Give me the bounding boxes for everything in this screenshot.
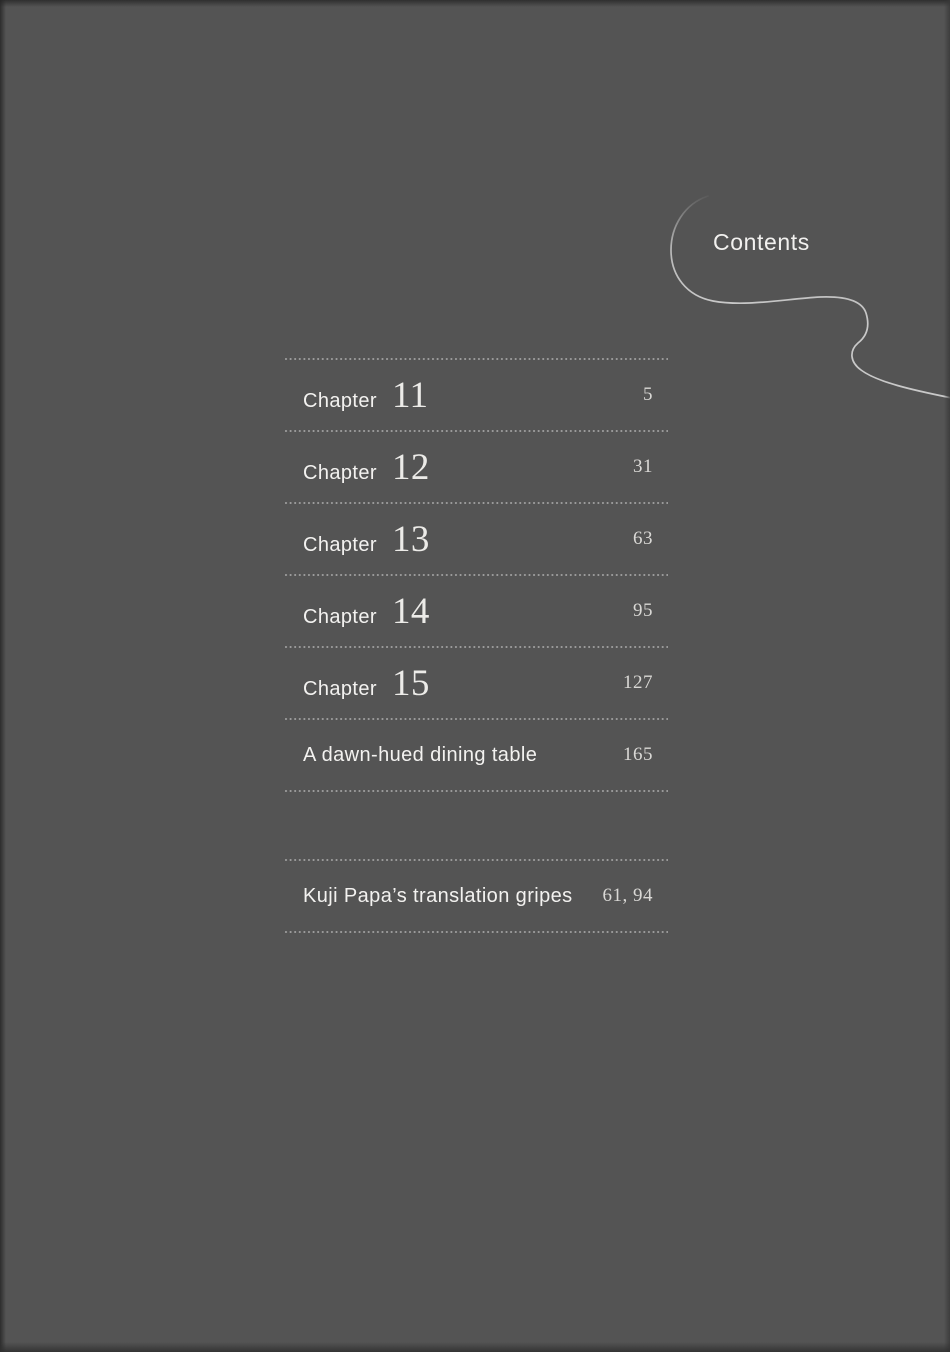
- page-number: 63: [633, 528, 653, 549]
- scan-edge-bottom: [0, 1342, 950, 1352]
- toc-row-label: [303, 662, 430, 705]
- chapter-number: 11: [391, 374, 429, 416]
- chapter-prefix: Chapter: [303, 533, 377, 556]
- toc-row-label: [303, 590, 430, 633]
- dotted-rule: [285, 931, 668, 933]
- toc-row-translation-gripes: [285, 861, 668, 931]
- chapter-number: 12: [391, 446, 430, 488]
- page-number: 127: [623, 672, 653, 693]
- page-number: 61, 94: [602, 885, 653, 906]
- page-number: 95: [633, 600, 653, 621]
- chapter-number: 15: [391, 662, 430, 704]
- chapter-prefix: Chapter: [303, 677, 377, 700]
- chapter-number: 13: [391, 518, 430, 560]
- chapter-prefix: Chapter: [303, 389, 377, 412]
- chapter-prefix: Chapter: [303, 461, 377, 484]
- toc-row-chapter-13: [285, 504, 668, 574]
- table-of-contents: [285, 358, 668, 933]
- toc-row-chapter-12: [285, 432, 668, 502]
- toc-row-label: [303, 374, 428, 417]
- toc-row-label: [303, 518, 430, 561]
- page-title: Contents: [713, 229, 810, 255]
- toc-row-chapter-14: [285, 576, 668, 646]
- toc-gap: [285, 792, 668, 859]
- toc-row-label: [303, 446, 430, 489]
- toc-row-label: Kuji Papa’s translation gripes: [303, 884, 573, 907]
- chapter-prefix: Chapter: [303, 605, 377, 628]
- chapter-number: 14: [391, 590, 430, 632]
- toc-row-dining-table: [285, 720, 668, 790]
- page-number: 31: [633, 456, 653, 477]
- toc-row-chapter-11: [285, 360, 668, 430]
- toc-row-chapter-15: [285, 648, 668, 718]
- toc-row-label: A dawn-hued dining table: [303, 743, 538, 766]
- page-number: 5: [643, 384, 653, 405]
- page-number: 165: [623, 744, 653, 765]
